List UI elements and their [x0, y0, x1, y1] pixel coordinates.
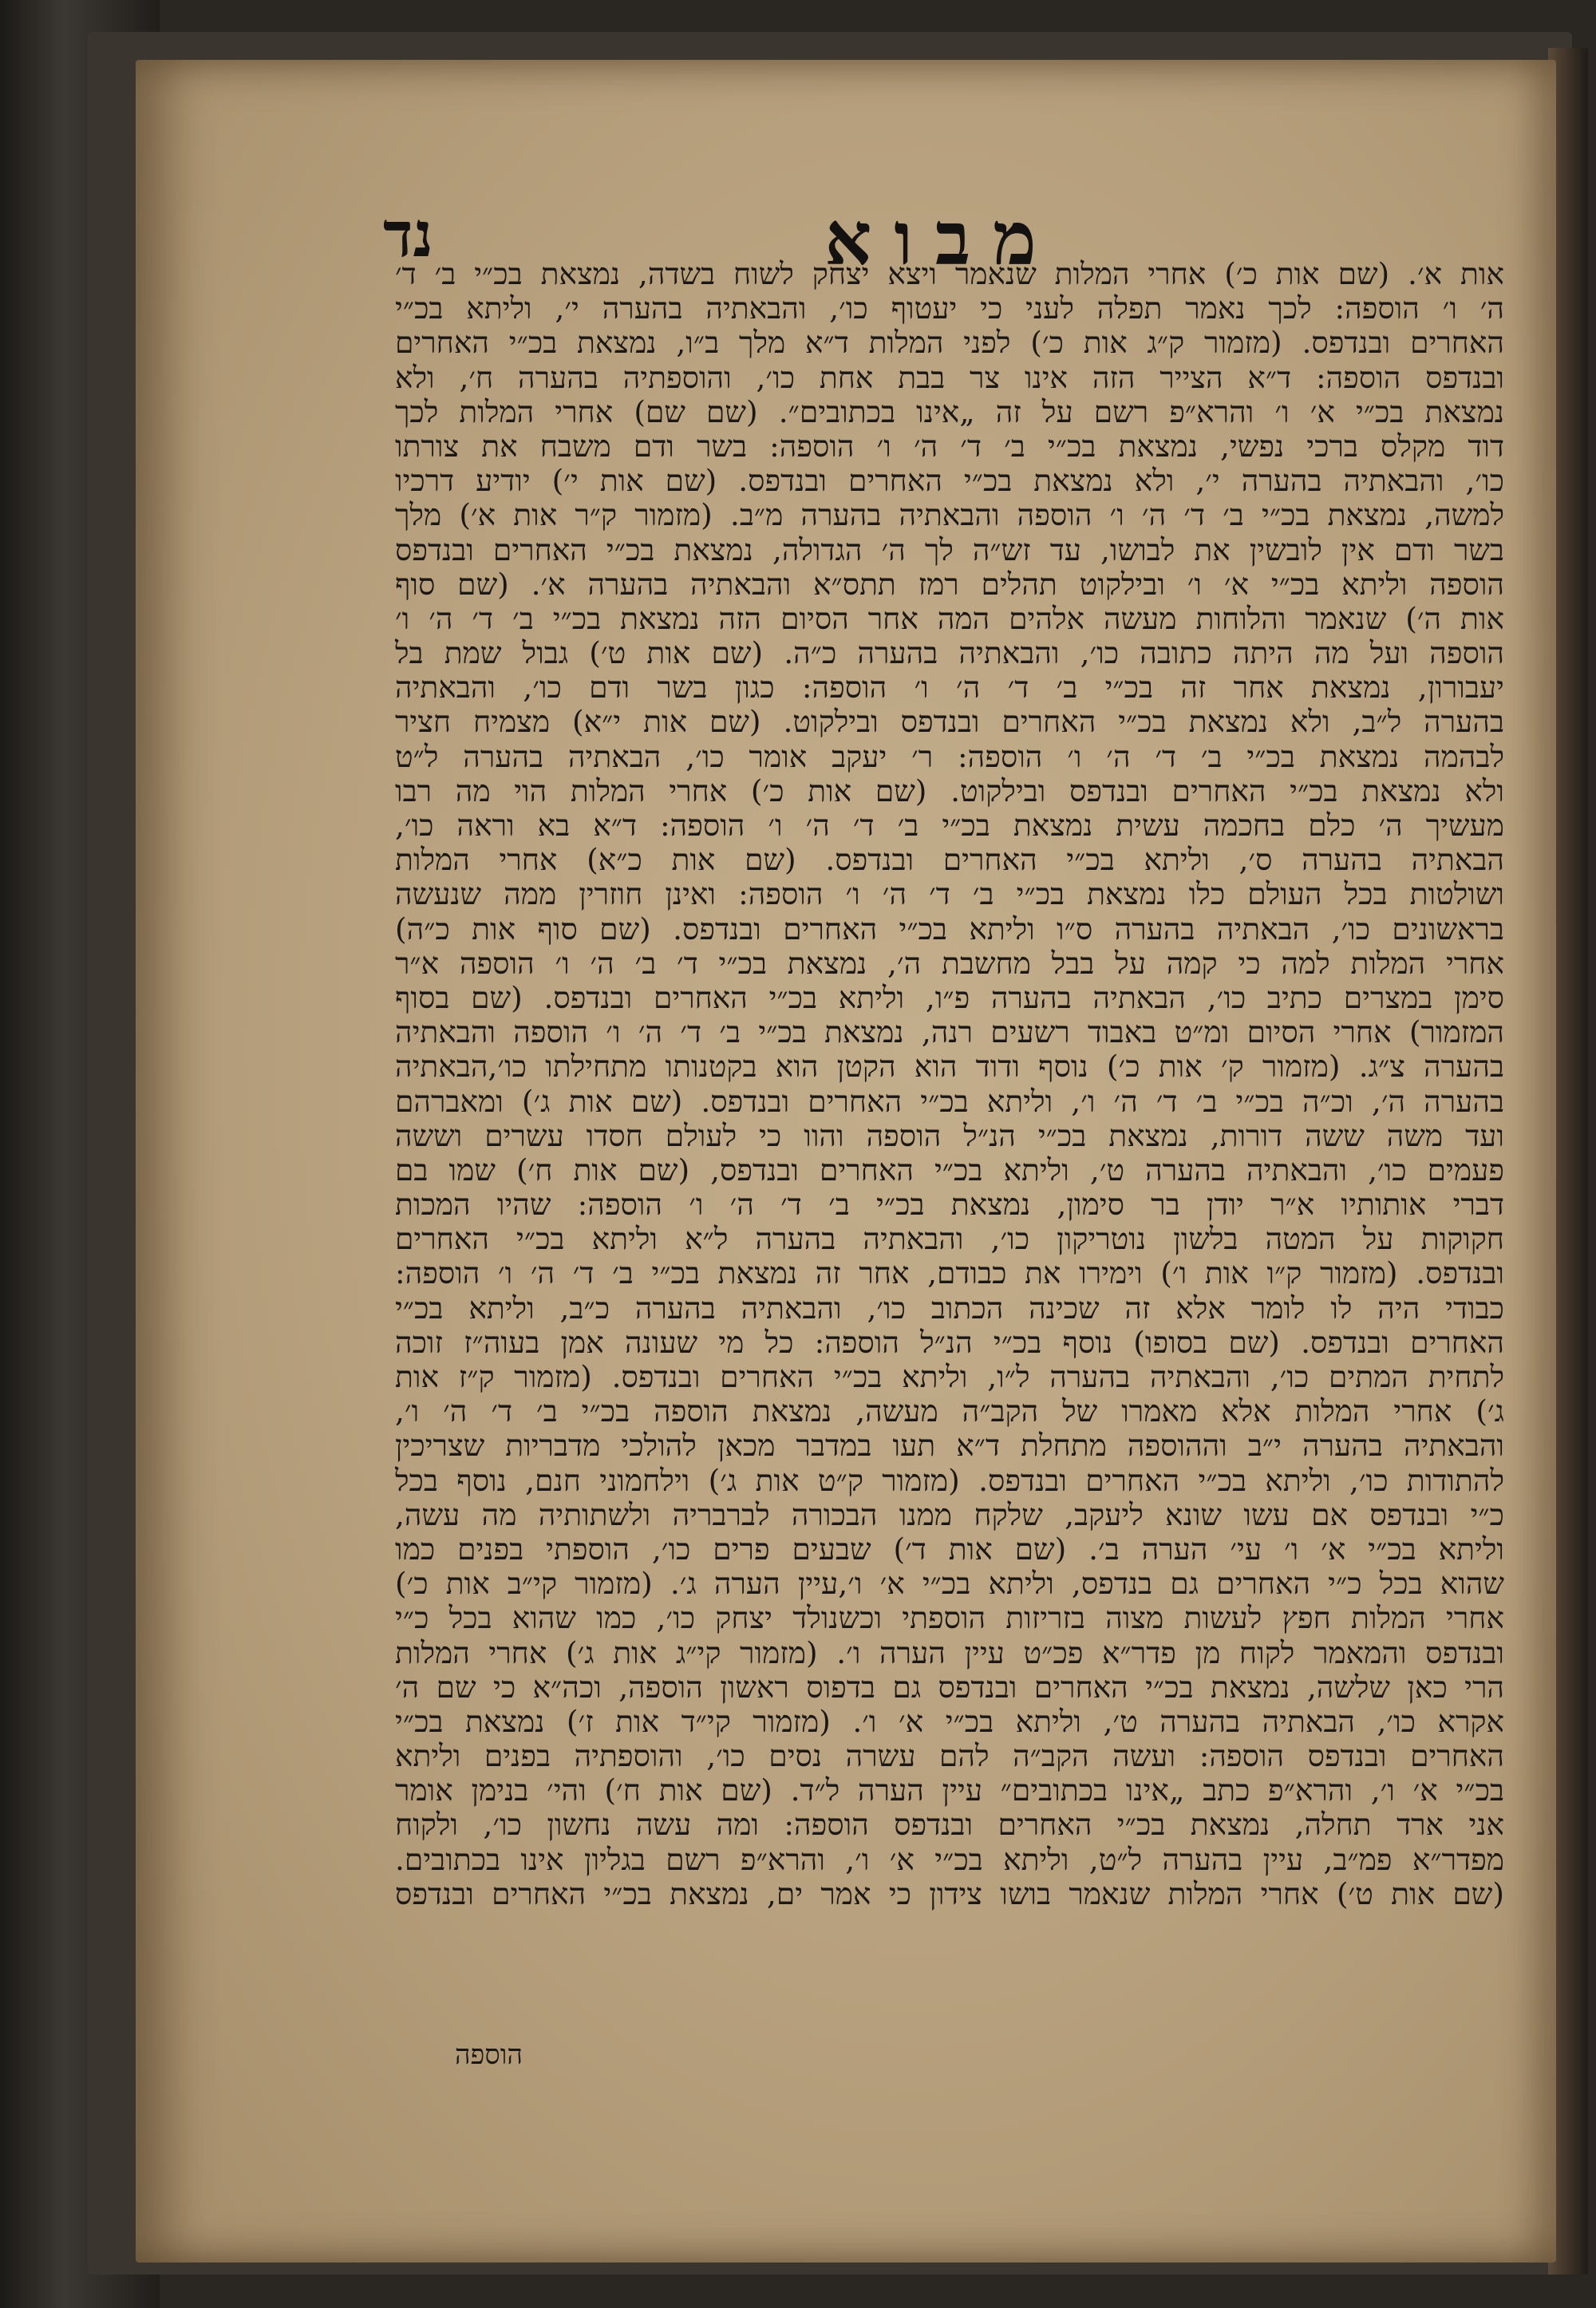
body-text: [395, 257, 1504, 1911]
text-line: אקרא כו׳, הבאתיה בהערה ט׳, וליתא בכ״י א׳ ו׳. (מזמור קי״ד אות ז׳) נמצאת בכ״י: [395, 1704, 1504, 1739]
text-line: סימן במצרים כתיב כו׳, הבאתיה בהערה פ״ו, וליתא בכ״י האחרים ובנדפס. (שם בסוף: [395, 980, 1504, 1015]
text-line: דוד מקלס ברכי נפשי, נמצאת בכ״י ב׳ ד׳ ה׳ ו׳ הוספה: בשר ודם משבח את צורתו: [395, 429, 1504, 464]
page-number: נד: [383, 199, 433, 271]
text-line: ובנדפס והמאמר לקוח מן פדר״א פכ״ט עיין הערה ו׳. (מזמור קי״ג אות ג׳) אחרי המלות: [395, 1635, 1504, 1670]
text-line: בהערה ה׳, וכ״ה בכ״י ב׳ ד׳ ה׳ ו׳, וליתא בכ״י האחרים ובנדפס. (שם אות ג׳) ומאברהם: [395, 1084, 1504, 1119]
text-line: (שם אות ט׳) אחרי המלות שנאמר בושו צידון כי אמר ים, נמצאת בכ״י האחרים ובנדפס: [395, 1876, 1504, 1911]
text-line: אות ה׳) שנאמר והלוחות מעשה אלהים המה אחר הסיום הזה נמצאת בכ״י ב׳ ד׳ ה׳ ו׳: [395, 601, 1504, 636]
text-line: יעבורון, נמצאת אחר זה בכ״י ב׳ ד׳ ה׳ ו׳ הוספה: כגון בשר ודם כו׳, והבאתיה: [395, 670, 1504, 705]
text-line: לבהמה נמצאת בכ״י ב׳ ד׳ ה׳ ו׳ הוספה: ר׳ יעקב אומר כו׳, הבאתיה בהערה ל״ט: [395, 739, 1504, 774]
text-line: ה׳ ו׳ הוספה: לכך נאמר תפלה לעני כי יעטוף כו׳, והבאתיה בהערה י׳, וליתא בכ״י: [395, 291, 1504, 326]
text-line: ובנדפס. (מזמור ק״ו אות ו׳) וימירו את כבודם, אחר זה נמצאת בכ״י ב׳ ד׳ ה׳ ו׳ הוספה:: [395, 1256, 1504, 1291]
text-line: אות א׳. (שם אות כ׳) אחרי המלות שנאמר ויצא יצחק לשוח בשדה, נמצאת בכ״י ב׳ ד׳: [395, 257, 1504, 291]
text-line: שהוא בכל כ״י האחרים גם בנדפס, וליתא בכ״י א׳ ו׳,עיין הערה ג׳. (מזמור קי״ב אות כ׳): [395, 1567, 1504, 1602]
text-line: אני ארד תחלה, נמצאת בכ״י האחרים ובנדפס הוספה: ומה עשה נחשון כו׳, ולקוח: [395, 1808, 1504, 1843]
text-line: כו׳, והבאתיה בהערה י׳, ולא נמצאת בכ״י האחרים ובנדפס. (שם אות י׳) יודיע דרכיו: [395, 464, 1504, 499]
text-line: מעשיך ה׳ כלם בחכמה עשית נמצאת בכ״י ב׳ ד׳ ה׳ ו׳ הוספה: ד״א בא וראה כו׳,: [395, 808, 1504, 843]
text-line: פעמים כו׳, והבאתיה בהערה ט׳, וליתא בכ״י האחרים ובנדפס, (שם אות ח׳) שמו בם: [395, 1152, 1504, 1188]
text-line: האחרים ובנדפס הוספה: ועשה הקב״ה להם עשרה נסים כו׳, והוספתיה בפנים וליתא: [395, 1739, 1504, 1774]
text-line: הוספה ועל מה היתה כתובה כו׳, והבאתיה בהערה כ״ה. (שם אות ט׳) גבול שמת בל: [395, 636, 1504, 671]
text-line: הרי כאן שלשה, נמצאת בכ״י האחרים ובנדפס גם בדפוס ראשון הוספה, וכה״א כי שם ה׳: [395, 1670, 1504, 1705]
text-line: כבודי היה לו לומר אלא זה שכינה הכתוב כו׳, והבאתיה בהערה כ״ב, וליתא בכ״י: [395, 1290, 1504, 1326]
text-line: ובנדפס הוספה: ד״א הצייר הזה אינו צר בבת אחת כו׳, והוספתיה בהערה ח׳, ולא: [395, 360, 1504, 395]
text-line: ועד משה ששה דורות, נמצאת בכ״י הנ״ל הוספה והוו כי לעולם חסדו עשרים וששה: [395, 1118, 1504, 1153]
text-line: לתחית המתים כו׳, והבאתיה בהערה ל״ו, וליתא בכ״י האחרים ובנדפס. (מזמור ק״ז אות: [395, 1360, 1504, 1394]
text-line: והבאתיה בהערה י״ב וההוספה מתחלת ד״א תעו במדבר מכאן להולכי מדבריות שצריכין: [395, 1429, 1504, 1464]
text-line: האחרים ובנדפס. (מזמור ק״ג אות כ׳) לפני המלות ד״א מלך ב״ו, נמצאת בכ״י האחרים: [395, 326, 1504, 361]
running-title: מבוא: [824, 196, 1059, 282]
text-line: חקוקות על המטה בלשון נוטריקון כו׳, והבאתיה בהערה ל״א וליתא בכ״י האחרים: [395, 1222, 1504, 1257]
text-line: בשר ודם אין לובשין את לבושו, עד זש״ה לך ה׳ הגדולה, נמצאת בכ״י האחרים ובנדפס: [395, 532, 1504, 567]
text-line: מפדר״א פמ״ב, עיין בהערה ל״ט, וליתא בכ״י א׳ ו׳, והרא״פ רשם בגליון אינו בכתובים.: [395, 1842, 1504, 1877]
text-line: ושולטות בכל העולם כלו נמצאת בכ״י ב׳ ד׳ ה׳ ו׳ הוספה: ואינן חוזרין ממה שנעשה: [395, 877, 1504, 912]
text-line: נמצאת בכ״י א׳ ו׳ והרא״פ רשם על זה „אינו בכתובים״. (שם שם) אחרי המלות לכך: [395, 394, 1504, 429]
text-line: בהערה ל״ב, ולא נמצאת בכ״י האחרים ובנדפס ובילקוט. (שם אות י״א) מצמיח חציר: [395, 705, 1504, 740]
text-line: אחרי המלות חפץ לעשות מצוה בזריזות הוספתי וכשנולד יצחק כו׳, כמו שהוא בכל כ״י: [395, 1601, 1504, 1636]
catchword: הוספה: [455, 2039, 523, 2071]
text-line: ג׳) אחרי המלות אלא מאמרו של הקב״ה מעשה, נמצאת הוספה בכ״י ב׳ ד׳ ה׳ ו׳,: [395, 1394, 1504, 1429]
text-line: בראשונים כו׳, הבאתיה בהערה ס״ו וליתא בכ״י האחרים ובנדפס. (שם סוף אות כ״ה): [395, 911, 1504, 947]
text-line: בכ״י א׳ ו׳, והרא״פ כתב „אינו בכתובים״ עיין הערה ל״ד. (שם אות ח׳) והי׳ בנימן אומר: [395, 1773, 1504, 1808]
text-line: למשה, נמצאת בכ״י ב׳ ד׳ ה׳ ו׳ הוספה והבאתיה בהערה מ״ב. (מזמור ק״ר אות א׳) מלך: [395, 498, 1504, 533]
text-line: בהערה צ״ג. (מזמור ק׳ אות כ׳) נוסף ודוד הוא הקטן הוא בקטנותו מתחילתו כו׳,הבאתיה: [395, 1049, 1504, 1085]
text-line: וליתא בכ״י א׳ ו׳ עי׳ הערה ב׳. (שם אות ד׳) שבעים פרים כו׳, הוספתי בפנים כמו: [395, 1531, 1504, 1567]
text-line: הבאתיה בהערה ס׳, וליתא בכ״י האחרים ובנדפס. (שם אות כ״א) אחרי המלות: [395, 843, 1504, 878]
text-line: האחרים ובנדפס. (שם בסופו) נוסף בכ״י הנ״ל הוספה: כל מי שעונה אמן בעוה״ז זוכה: [395, 1325, 1504, 1360]
text-line: המזמור) אחרי הסיום ומ״ט באבוד רשעים רנה, נמצאת בכ״י ב׳ ד׳ ה׳ ו׳ הוספה והבאתיה: [395, 1015, 1504, 1050]
text-line: דברי אותותיו א״ר יודן בר סימון, נמצאת בכ״י ב׳ ד׳ ה׳ ו׳ הוספה: שהיו המכות: [395, 1188, 1504, 1223]
text-line: ולא נמצאת בכ״י האחרים ובנדפס ובילקוט. (שם אות כ׳) אחרי המלות הוי מה רבו: [395, 773, 1504, 808]
text-line: כ״י ובנדפס אם עשו שונא ליעקב, שלקח ממנו הבכורה לברבריה ולשתותיה מה עשה,: [395, 1497, 1504, 1532]
text-line: הוספה וליתא בכ״י א׳ ו׳ ובילקוט תהלים רמז תתס״א והבאתיה בהערה א׳. (שם סוף: [395, 567, 1504, 602]
text-line: להתודות כו׳, וליתא בכ״י האחרים ובנדפס. (מזמור ק״ט אות ג׳) וילחמוני חנם, נוסף בכל: [395, 1463, 1504, 1498]
text-line: אחרי המלות למה כי קמה על בבל מחשבת ה׳, נמצאת בכ״י ד׳ ב׳ ה׳ ו׳ הוספה א״ר: [395, 946, 1504, 981]
